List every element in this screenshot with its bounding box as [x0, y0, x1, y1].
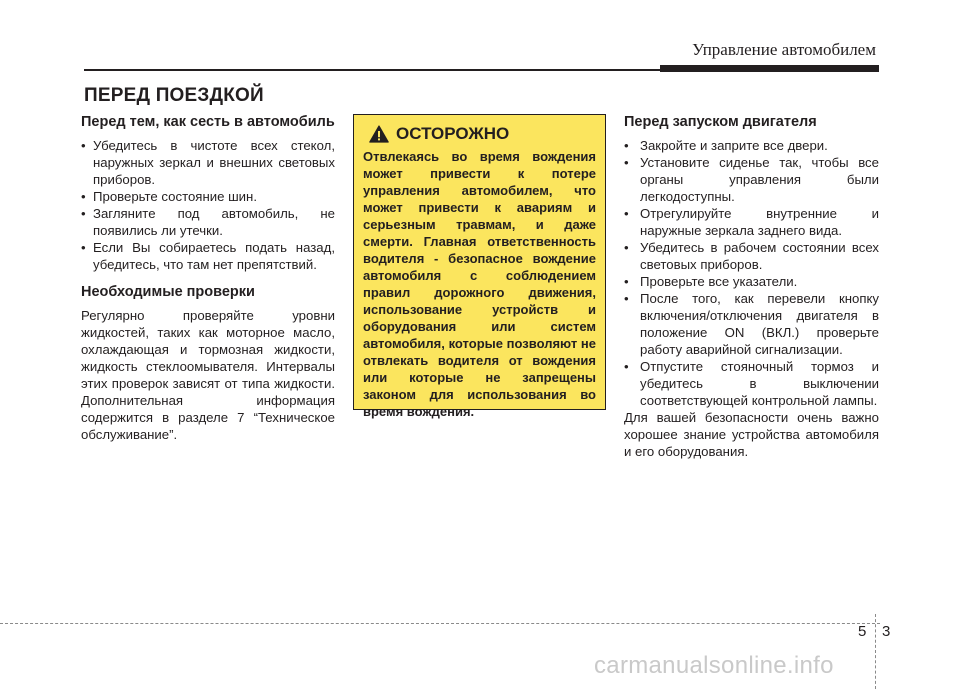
header-bar	[660, 65, 879, 72]
list-item: • Проверьте состояние шин.	[81, 189, 257, 204]
warning-header	[369, 124, 596, 144]
watermark: carmanualsonline.info	[594, 652, 834, 679]
right-column	[624, 114, 879, 460]
left-column	[81, 114, 335, 443]
list-item: • Загляните под автомобиль, не появились ли утечки.	[81, 206, 335, 238]
warning-body: Отвлекаясь во время вождения может привести к потере управления автомобилем, что может привести к авариям и серьезным травмам, и даже смерти. Главная ответственность водителя - безопасное вождение автомобиля с соблюдением правил дорожного движения, использование устройств и оборудования или систем автомобиля, которые позволяют не отвлекать водителя от вождения или которые не запрещены законом для использования во время вождения.	[363, 149, 596, 419]
list-item: • После того, как перевели кнопку включения/отключения двигателя в положение ON (ВКЛ.) проверьте работу аварийной сигнализации.	[624, 291, 879, 357]
right-heading-before-start: Перед запуском двигателя	[624, 114, 817, 130]
right-bullet-list	[624, 137, 879, 409]
running-header-title: Управление автомобилем	[692, 40, 876, 59]
warning-title: ОСТОРОЖНО	[396, 124, 510, 143]
left-bullet-list	[81, 137, 335, 273]
section-title: ПЕРЕД ПОЕЗДКОЙ	[84, 85, 264, 106]
page-chapter-number: 5	[858, 623, 867, 640]
list-item: • Закройте и заприте все двери.	[624, 138, 828, 153]
right-paragraph: Для вашей безопасности очень важно хорошее знание устройства автомобиля и его оборудования.	[624, 410, 879, 459]
page-number: 3	[882, 623, 891, 640]
left-heading-before-entering: Перед тем, как сесть в автомобиль	[81, 114, 335, 130]
footer-rule	[0, 623, 880, 624]
footer-divider	[875, 614, 876, 689]
list-item: • Отпустите стояночный тормоз и убедитесь в выключении соответствующей контрольной лампы.	[624, 359, 879, 408]
left-heading-checks: Необходимые проверки	[81, 284, 255, 300]
warning-box	[353, 114, 606, 419]
list-item: • Если Вы собираетесь подать назад, убедитесь, что там нет препятствий.	[81, 240, 335, 272]
warning-triangle-icon	[369, 125, 389, 143]
list-item: • Отрегулируйте внутренние и наружные зеркала заднего вида.	[624, 206, 879, 238]
list-item: • Убедитесь в рабочем состоянии всех световых приборов.	[624, 240, 879, 272]
list-item: • Убедитесь в чистоте всех стекол, наружных зеркал и внешних световых приборов.	[81, 138, 335, 187]
list-item: • Проверьте все указатели.	[624, 274, 798, 289]
left-paragraph: Регулярно проверяйте уровни жидкостей, таких как моторное масло, охлаждающая и тормозная жидкости, жидкость стеклоомывателя. Интервалы этих проверок зависят от типа жидкости. Дополнительная информация содержится в разделе 7 “Техническое обслуживание”.	[81, 308, 335, 442]
list-item: • Установите сиденье так, чтобы все органы управления были легкодоступны.	[624, 155, 879, 204]
